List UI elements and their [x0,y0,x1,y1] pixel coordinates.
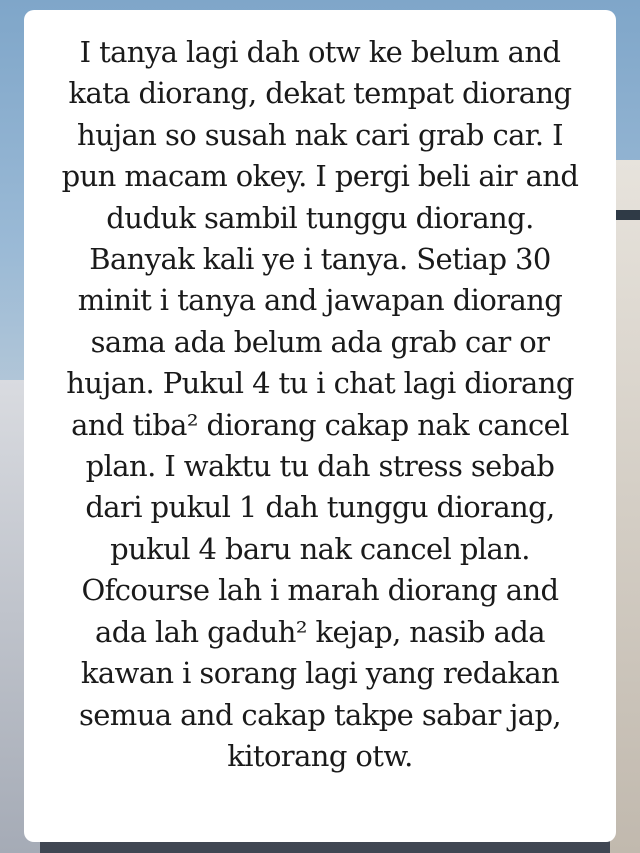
story-line: plan. I waktu tu dah stress sebab [85,449,555,484]
story-line: pukul 4 baru nak cancel plan. [110,531,530,566]
story-line: kawan i sorang lagi yang redakan [80,656,560,691]
story-line: kitorang otw. [227,738,413,773]
story-line: minit i tanya and jawapan diorang [77,283,563,318]
story-line: sama ada belum ada grab car or [90,324,550,359]
story-line: I tanya lagi dah otw ke belum and [79,35,561,69]
story-line: ada lah gaduh² kejap, nasib ada [95,614,545,649]
story-line: semua and cakap takpe sabar jap, [78,697,562,732]
story-line: hujan so susah nak cari grab car. I [77,117,563,152]
story-line: pun macam okey. I pergi beli air and [61,159,579,194]
text-card [24,10,616,842]
story-line: kata diorang, dekat tempat diorang [68,76,572,111]
story-line: and tiba² diorang cakap nak cancel [71,407,569,442]
story-line: dari pukul 1 dah tunggu diorang, [85,490,555,525]
story-line: hujan. Pukul 4 tu i chat lagi diorang [66,366,574,401]
story-line: Ofcourse lah i marah diorang and [81,573,559,608]
story-line: Banyak kali ye i tanya. Setiap 30 [89,242,551,277]
story-paragraph [38,32,602,777]
story-line: duduk sambil tunggu diorang. [106,200,534,235]
